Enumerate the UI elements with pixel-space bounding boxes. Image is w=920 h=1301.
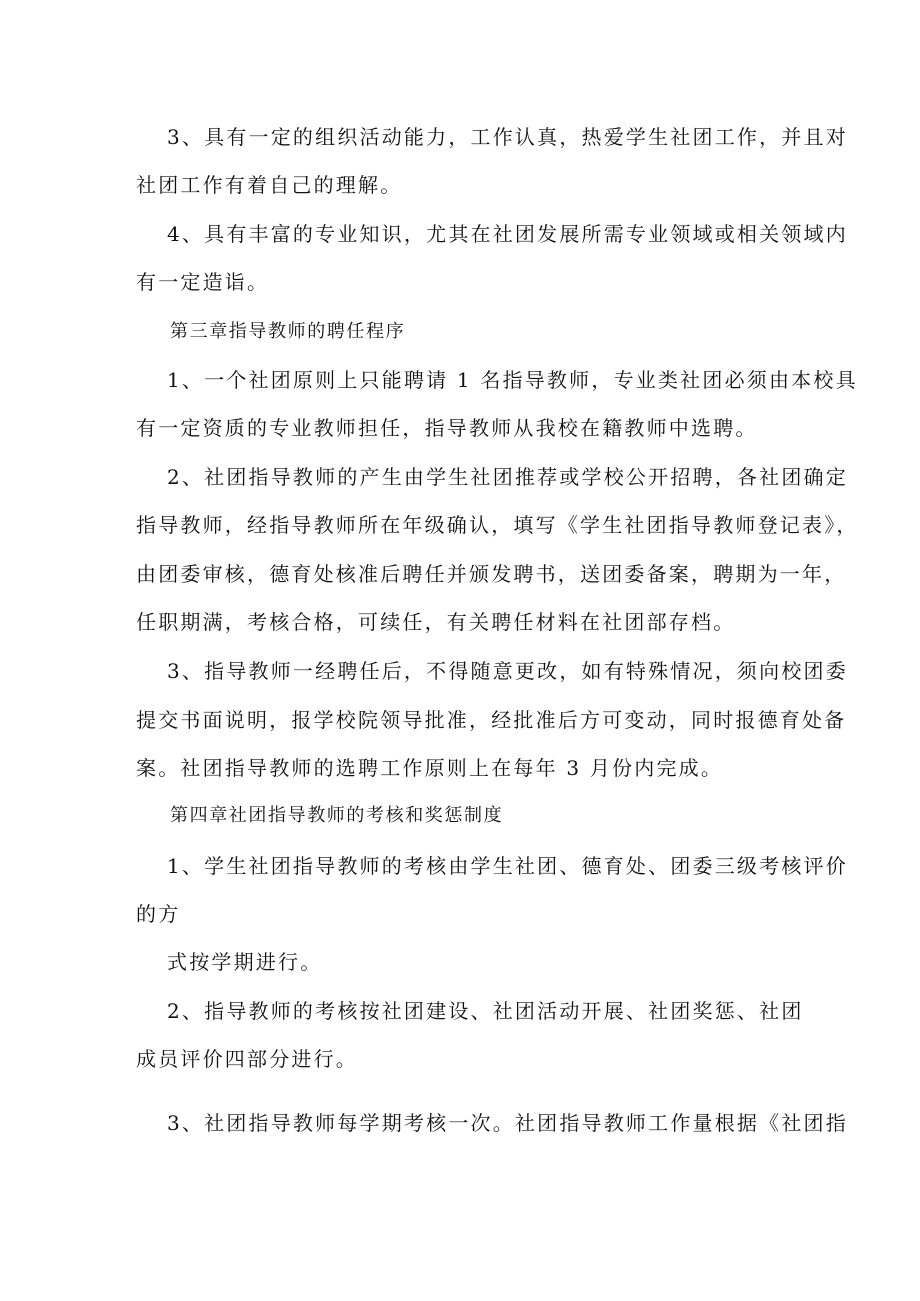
ch4-item-3-line-1: 3、社团指导教师每学期考核一次。社团指导教师工作量根据《社团指 xyxy=(167,1111,848,1135)
ch4-item-2-line-1: 2、指导教师的考核按社团建设、社团活动开展、社团奖惩、社团 xyxy=(167,999,804,1023)
item-4-line-2: 有一定造诣。 xyxy=(136,270,270,294)
ch4-item-1-line-3: 式按学期进行。 xyxy=(167,950,323,974)
item-4-line-1: 4、具有丰富的专业知识，尤其在社团发展所需专业领域或相关领域内 xyxy=(167,222,848,246)
ch3-item-2-line-2: 指导教师，经指导教师所在年级确认，填写《学生社团指导教师登记表》， xyxy=(136,513,859,537)
ch3-item-3-line-2: 提交书面说明，报学校院领导批准，经批准后方可变动，同时报德育处备 xyxy=(136,708,847,732)
ch4-item-2-line-2: 成员评价四部分进行。 xyxy=(136,1047,358,1071)
ch4-item-1-line-2: 的方 xyxy=(136,902,181,926)
item-3-line-1: 3、具有一定的组织活动能力，工作认真，热爱学生社团工作，并且对 xyxy=(167,125,848,149)
ch3-item-2-line-3: 由团委审核，德育处核准后聘任并颁发聘书，送团委备案，聘期为一年， xyxy=(136,562,847,586)
ch4-item-1-line-1: 1、学生社团指导教师的考核由学生社团、德育处、团委三级考核评价 xyxy=(167,854,848,878)
chapter-3-heading: 第三章指导教师的聘任程序 xyxy=(170,321,406,342)
ch3-item-2-line-4: 任职期满，考核合格，可续任，有关聘任材料在社团部存档。 xyxy=(136,610,736,634)
chapter-4-heading: 第四章社团指导教师的考核和奖惩制度 xyxy=(170,805,504,826)
ch3-item-1-line-1: 1、一个社团原则上只能聘请 1 名指导教师，专业类社团必须由本校具 xyxy=(167,368,858,392)
item-3-line-2: 社团工作有着自己的理解。 xyxy=(136,173,403,197)
ch3-item-3-line-3: 案。社团指导教师的选聘工作原则上在每年 3 月份内完成。 xyxy=(136,756,724,780)
ch3-item-3-line-1: 3、指导教师一经聘任后，不得随意更改，如有特殊情况，须向校团委 xyxy=(167,659,848,683)
ch3-item-2-line-1: 2、社团指导教师的产生由学生社团推荐或学校公开招聘，各社团确定 xyxy=(167,465,848,489)
ch3-item-1-line-2: 有一定资质的专业教师担任，指导教师从我校在籍教师中选聘。 xyxy=(136,416,758,440)
